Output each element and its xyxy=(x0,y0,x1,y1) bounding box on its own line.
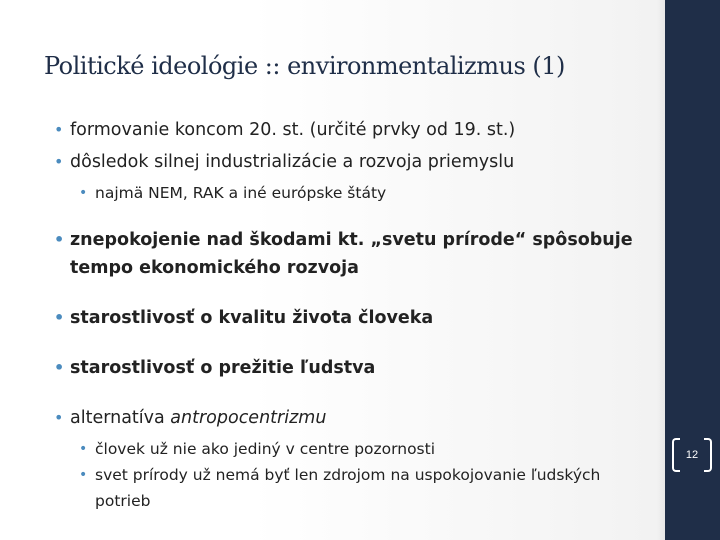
bullet-dosledok: • dôsledok silnej industrializácie a rozvoja priemyslu xyxy=(52,148,652,176)
alternativa-text: alternatíva xyxy=(70,408,171,428)
bullet-formovanie: • formovanie koncom 20. st. (určité prvky od 19. st.) xyxy=(52,116,652,144)
bullet-kvalita-zivota: • starostlivosť o kvalitu života človeka xyxy=(52,304,652,332)
slide-title: Politické ideológie :: environmentalizmus (1) xyxy=(44,52,565,80)
subbullet-clovek: • človek už nie ako jediný v centre pozornosti xyxy=(77,436,652,462)
subbullet-svet-prirody: • svet prírody už nemá byť len zdrojom na uspokojovanie ľudských potrieb xyxy=(77,462,652,514)
bullet-znepokojenie: • znepokojenie nad škodami kt. „svetu prírode“ spôsobuje tempo ekonomického rozvoja xyxy=(52,226,652,282)
slide-content xyxy=(52,116,652,514)
bullet-prezitie: • starostlivosť o prežitie ľudstva xyxy=(52,354,652,382)
bullet-alternativa xyxy=(52,404,652,432)
subbullet-europske-staty: • najmä NEM, RAK a iné európske štáty xyxy=(77,180,652,206)
antropocentrizmus-text: antropocentrizmu xyxy=(170,408,327,428)
page-number: 12 xyxy=(672,438,712,472)
